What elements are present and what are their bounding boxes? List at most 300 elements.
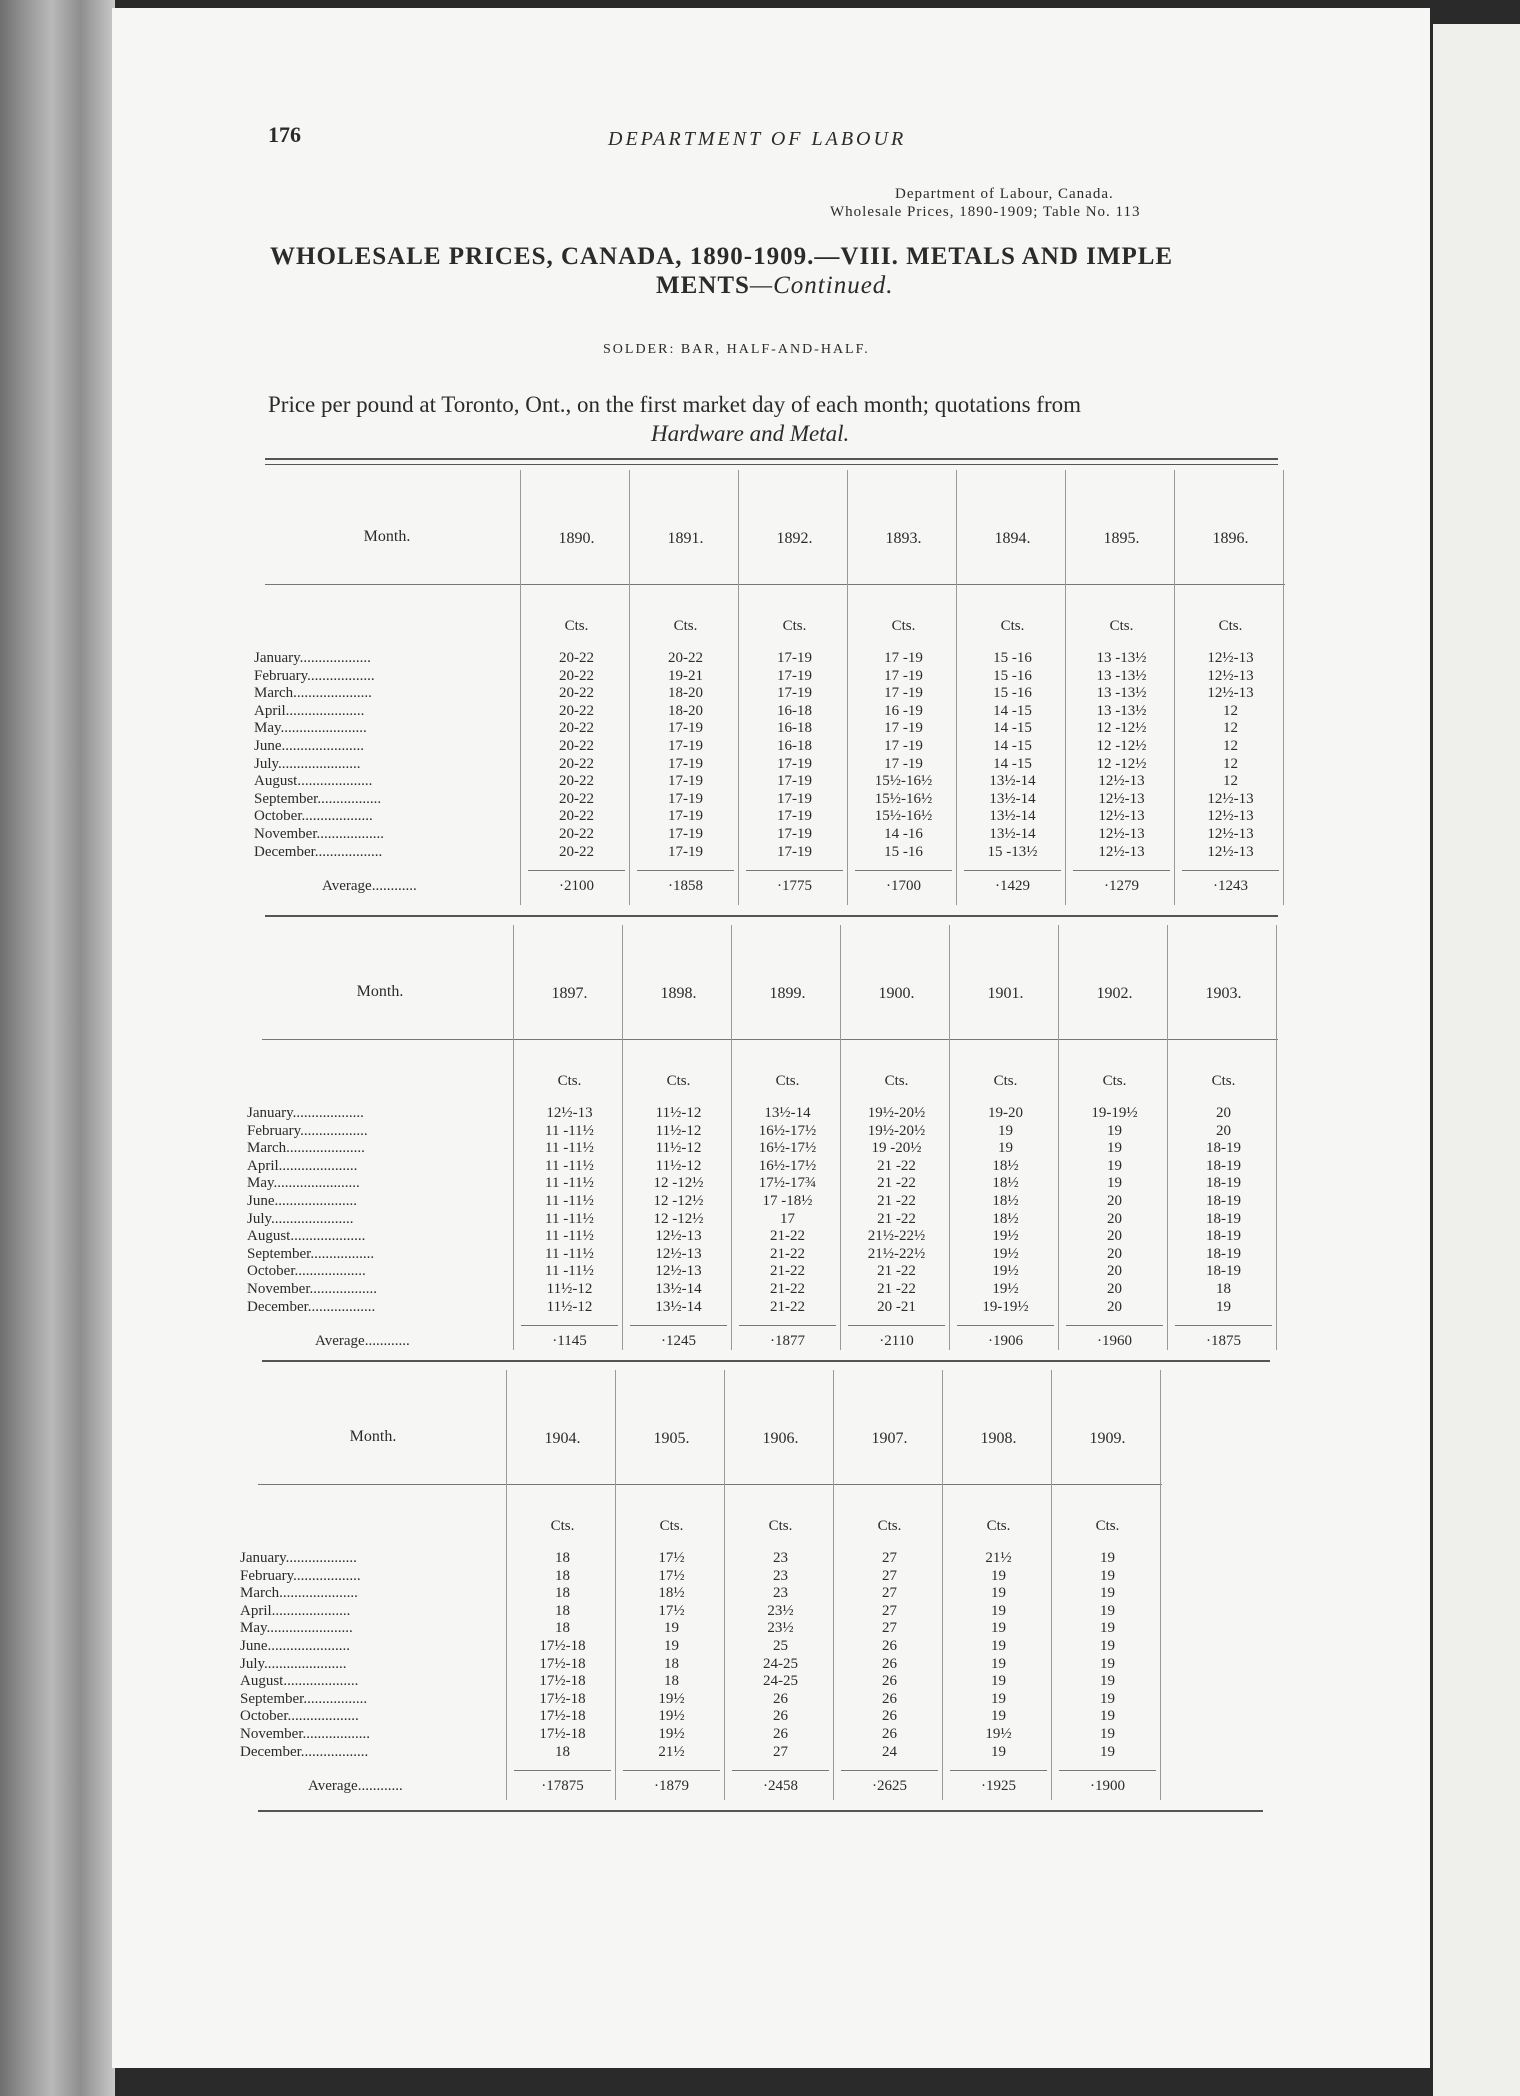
price-cell: 17-19 [668,843,703,860]
price-cell: 12½-13 [1207,667,1254,684]
price-cell: 19 [664,1620,679,1637]
price-cell: 12 [1223,702,1238,719]
average-rule [1073,870,1170,871]
price-column-1893 [849,650,958,861]
price-cell: 24-25 [763,1655,798,1672]
price-cell: 16½-17½ [758,1157,817,1174]
price-column-1890 [522,650,631,861]
month-label-february: February.................. [240,1567,361,1584]
price-cell: 18 [555,1550,570,1566]
price-cell: 11 -11½ [545,1263,594,1280]
price-cell: 20-22 [559,720,594,737]
price-column-1899 [733,1105,842,1316]
average-value-1904: ·17875 [541,1778,584,1794]
price-cell: 20 [1107,1263,1122,1280]
month-label-december: December.................. [247,1298,376,1315]
year-header-1906: 1906. [762,1430,799,1447]
price-cell: 12½-13 [655,1245,702,1262]
average-value-1906: ·2458 [763,1778,798,1794]
price-cell: 21½-22½ [867,1228,926,1245]
average-value-1896: ·1243 [1213,878,1248,894]
price-cell: 12½-13 [1207,685,1254,702]
price-cell: 11 -11½ [545,1175,594,1192]
average-rule [848,1325,945,1326]
page-number: 176 [268,122,301,147]
month-label-february: February.................. [254,667,375,684]
price-cell: 21-22 [770,1280,805,1297]
price-cell: 17-19 [777,685,812,702]
price-cell: 15½-16½ [874,790,933,807]
average-value-1903: ·1875 [1206,1333,1241,1349]
price-cell: 12½-13 [1098,825,1145,842]
price-cell: 18½ [658,1585,685,1602]
average-value-1898: ·1245 [661,1333,696,1349]
year-header-1902: 1902. [1096,985,1133,1002]
price-cell: 18-19 [1206,1157,1241,1174]
price-cell: 20 -21 [877,1298,916,1315]
unit-label: Cts. [1109,618,1134,634]
price-cell: 26 [882,1725,897,1742]
price-cell: 11½-12 [546,1298,593,1315]
price-cell: 17-19 [777,755,812,772]
price-cell: 17½-18 [539,1655,586,1672]
price-cell: 21 -22 [877,1263,916,1280]
unit-label: Cts. [1000,618,1025,634]
price-cell: 19 [998,1122,1013,1139]
price-cell: 15 -16 [993,667,1032,684]
price-cell: 17-19 [777,790,812,807]
average-rule [746,870,843,871]
month-label-august: August.................... [254,773,373,790]
price-cell: 19 [991,1690,1006,1707]
average-rule [957,1325,1054,1326]
price-column-1900 [842,1105,951,1316]
price-cell: 16½-17½ [758,1122,817,1139]
month-label-march: March..................... [254,685,372,702]
header-rule [265,584,1285,585]
price-cell: 19-19½ [982,1298,1029,1315]
title-continued: —Continued. [749,272,894,299]
price-cell: 18-19 [1206,1175,1241,1192]
average-value-1900: ·2110 [879,1333,914,1349]
price-cell: 20-22 [559,755,594,772]
table-title-line-2 [656,272,894,300]
price-cell: 15 -16 [993,685,1032,702]
average-rule [1175,1325,1272,1326]
price-cell: 13 -13½ [1096,685,1147,702]
average-rule [623,1770,720,1771]
price-cell: 12½-13 [1207,825,1254,842]
price-cell: 23 [773,1550,788,1566]
price-column-1907 [835,1550,944,1761]
month-column-header: Month. [349,1428,397,1445]
unit-label: Cts. [877,1518,902,1534]
price-cell: 27 [882,1602,897,1619]
price-cell: 17 -19 [884,737,923,754]
price-cell: 17 [780,1210,795,1227]
month-column-header: Month. [363,528,411,545]
price-cell: 12 -12½ [653,1175,704,1192]
average-value-1890: ·2100 [559,878,594,894]
price-cell: 11½-12 [655,1140,702,1157]
average-value-1901: ·1906 [988,1333,1023,1349]
price-cell: 11½-12 [546,1280,593,1297]
top-double-rule-second [265,464,1278,465]
month-label-january: January................... [240,1550,357,1566]
price-cell: 21½ [985,1550,1012,1566]
price-cell: 17-19 [668,737,703,754]
year-header-1907: 1907. [871,1430,908,1447]
month-label-june: June...................... [240,1637,350,1654]
column-divider [956,470,957,905]
price-column-1902 [1060,1105,1169,1316]
average-value-1893: ·1700 [886,878,921,894]
year-header-1901: 1901. [987,985,1024,1002]
price-cell: 18 [1216,1280,1231,1297]
column-divider [731,925,732,1350]
average-value-1891: ·1858 [668,878,703,894]
price-cell: 21½-22½ [867,1245,926,1262]
average-rule [637,870,734,871]
price-cell: 11 -11½ [545,1245,594,1262]
price-cell: 12½-13 [1207,843,1254,860]
price-column-1895 [1067,650,1176,861]
source-line-1: Department of Labour, Canada. [895,186,1114,202]
price-cell: 19 [1100,1743,1115,1760]
price-cell: 20 [1107,1228,1122,1245]
average-value-1899: ·1877 [770,1333,805,1349]
price-cell: 19 [1100,1620,1115,1637]
price-cell: 23 [773,1585,788,1602]
month-label-july: July...................... [247,1210,354,1227]
column-divider [1065,470,1066,905]
month-label-may: May....................... [247,1175,360,1192]
year-header-1894: 1894. [994,530,1031,547]
price-cell: 18 [555,1602,570,1619]
average-value-1905: ·1879 [654,1778,689,1794]
price-cell: 26 [773,1725,788,1742]
year-header-1903: 1903. [1205,985,1242,1002]
price-column-1897 [515,1105,624,1316]
column-divider [1174,470,1175,905]
average-value-1894: ·1429 [995,878,1030,894]
column-divider [840,925,841,1350]
header-rule [262,1039,1278,1040]
price-cell: 11½-12 [655,1157,702,1174]
price-cell: 17 -19 [884,720,923,737]
average-value-1907: ·2625 [872,1778,907,1794]
table-title-line-1: WHOLESALE PRICES, CANADA, 1890-1909.—VIII. METALS AND IMPLE [270,243,1174,270]
price-cell: 12 [1223,755,1238,772]
top-double-rule [265,458,1278,460]
unit-label: Cts. [659,1518,684,1534]
month-label-june: June...................... [247,1192,357,1209]
price-cell: 12 -12½ [1096,737,1147,754]
price-cell: 13½-14 [764,1105,811,1121]
source-line-2: Wholesale Prices, 1890-1909; Table No. 113 [830,204,1141,220]
price-cell: 17-19 [668,790,703,807]
price-cell: 12½-13 [655,1228,702,1245]
month-label-december: December.................. [254,843,383,860]
month-label-november: November.................. [240,1725,370,1742]
month-label-december: December.................. [240,1743,369,1760]
unit-label: Cts. [673,618,698,634]
price-cell: 17½ [658,1602,685,1619]
year-header-1891: 1891. [667,530,704,547]
price-column-1896 [1176,650,1285,861]
price-column-1894 [958,650,1067,861]
price-cell: 19 [998,1140,1013,1157]
price-cell: 18-19 [1206,1228,1241,1245]
price-cell: 26 [882,1690,897,1707]
price-cell: 20-22 [559,737,594,754]
price-cell: 13 -13½ [1096,702,1147,719]
average-value-1892: ·1775 [777,878,812,894]
price-cell: 14 -15 [993,755,1032,772]
month-label-september: September................. [254,790,382,807]
price-cell: 17-19 [668,755,703,772]
price-cell: 19 [1100,1725,1115,1742]
month-label-may: May....................... [240,1620,353,1637]
month-label-august: August.................... [240,1673,359,1690]
price-cell: 19 [991,1602,1006,1619]
price-column-1904 [508,1550,617,1761]
price-cell: 17½-18 [539,1690,586,1707]
price-cell: 23½ [767,1602,794,1619]
average-label: Average............ [308,1778,403,1794]
price-cell: 18 [664,1655,679,1672]
month-label-june: June...................... [254,737,364,754]
price-cell: 19 [1100,1637,1115,1654]
price-cell: 13 -13½ [1096,650,1147,666]
price-cell: 12½-13 [1207,650,1254,666]
price-cell: 17-19 [668,720,703,737]
month-label-november: November.................. [247,1280,377,1297]
price-cell: 12 -12½ [1096,720,1147,737]
description-line-1: Price per pound at Toronto, Ont., on the first market day of each month; quotations from [268,392,1082,417]
month-label-july: July...................... [254,755,361,772]
average-value-1902: ·1960 [1097,1333,1132,1349]
price-cell: 19 [1100,1602,1115,1619]
price-cell: 19 [991,1637,1006,1654]
price-cell: 17½ [658,1567,685,1584]
price-cell: 15 -16 [993,650,1032,666]
unit-label: Cts. [782,618,807,634]
price-cell: 19 [1107,1122,1122,1139]
price-cell: 11½-12 [655,1122,702,1139]
price-cell: 17½ [658,1550,685,1566]
column-divider [506,1370,507,1800]
year-header-1904: 1904. [544,1430,581,1447]
price-cell: 18-20 [668,702,703,719]
unit-label: Cts. [1102,1073,1127,1089]
price-cell: 17-19 [668,808,703,825]
average-value-1909: ·1900 [1090,1778,1125,1794]
column-divider [847,470,848,905]
price-cell: 26 [882,1637,897,1654]
price-cell: 19 [1107,1175,1122,1192]
unit-label: Cts. [768,1518,793,1534]
price-cell: 18-19 [1206,1263,1241,1280]
price-cell: 27 [773,1743,788,1760]
unit-label: Cts. [884,1073,909,1089]
price-cell: 20 [1107,1192,1122,1209]
header-rule [258,1484,1162,1485]
price-cell: 26 [882,1673,897,1690]
average-rule [528,870,625,871]
column-divider [1058,925,1059,1350]
price-cell: 17 -19 [884,685,923,702]
month-label-february: February.................. [247,1122,368,1139]
price-cell: 17-19 [777,773,812,790]
column-divider [1283,470,1284,905]
column-divider [833,1370,834,1800]
price-cell: 19 -20½ [871,1140,922,1157]
price-cell: 18-20 [668,685,703,702]
price-cell: 20 [1107,1210,1122,1227]
price-cell: 11 -11½ [545,1122,594,1139]
price-cell: 19½ [992,1280,1019,1297]
price-cell: 19 [1100,1655,1115,1672]
price-cell: 12 [1223,773,1238,790]
price-cell: 17 -19 [884,650,923,666]
unit-label: Cts. [666,1073,691,1089]
price-cell: 19 [1107,1157,1122,1174]
average-rule [1182,870,1279,871]
price-cell: 17-19 [777,843,812,860]
price-cell: 20 [1107,1280,1122,1297]
price-cell: 20-22 [559,685,594,702]
price-cell: 13½-14 [989,825,1036,842]
average-rule [841,1770,938,1771]
price-cell: 19 [1100,1673,1115,1690]
price-cell: 13½-14 [655,1298,702,1315]
price-cell: 20-22 [559,843,594,860]
price-cell: 20 [1107,1245,1122,1262]
commodity-subheading: SOLDER: BAR, HALF-AND-HALF. [603,342,870,357]
price-cell: 20 [1216,1122,1231,1139]
average-rule [855,870,952,871]
price-cell: 13½-14 [989,773,1036,790]
price-cell: 15 -16 [884,843,923,860]
year-header-1897: 1897. [551,985,588,1002]
price-column-1901 [951,1105,1060,1316]
average-rule [739,1325,836,1326]
year-header-1908: 1908. [980,1430,1017,1447]
unit-label: Cts. [775,1073,800,1089]
price-cell: 15½-16½ [874,808,933,825]
price-cell: 19 [1216,1298,1231,1315]
price-cell: 14 -15 [993,720,1032,737]
month-label-march: March..................... [240,1585,358,1602]
price-cell: 20 [1216,1105,1231,1121]
price-cell: 20-22 [559,808,594,825]
month-column-header: Month. [356,983,404,1000]
price-cell: 21 -22 [877,1192,916,1209]
price-cell: 27 [882,1620,897,1637]
month-label-september: September................. [240,1690,368,1707]
price-cell: 12 [1223,737,1238,754]
price-cell: 21-22 [770,1245,805,1262]
price-cell: 13½-14 [989,790,1036,807]
price-cell: 18½ [992,1175,1019,1192]
price-cell: 17-19 [777,808,812,825]
average-rule [964,870,1061,871]
price-cell: 17½-17¾ [758,1175,817,1192]
unit-label: Cts. [564,618,589,634]
price-cell: 19 [664,1637,679,1654]
month-label-october: October................... [254,808,373,825]
price-cell: 17½-18 [539,1637,586,1654]
price-cell: 18 [555,1743,570,1760]
column-divider [513,925,514,1350]
price-cell: 19 [991,1585,1006,1602]
price-cell: 19 [991,1655,1006,1672]
price-cell: 19½-20½ [867,1122,926,1139]
price-cell: 17 -19 [884,667,923,684]
price-cell: 19½ [992,1245,1019,1262]
unit-label: Cts. [557,1073,582,1089]
book-binding-edge [0,0,115,2096]
price-column-1898 [624,1105,733,1316]
year-header-1900: 1900. [878,985,915,1002]
year-header-1898: 1898. [660,985,697,1002]
table-bottom-rule [262,1360,1270,1362]
price-cell: 17-19 [777,825,812,842]
month-label-january: January................... [254,650,371,666]
running-head: DEPARTMENT OF LABOUR [608,128,907,150]
price-cell: 17-19 [777,667,812,684]
average-rule [630,1325,727,1326]
price-cell: 19 [991,1743,1006,1760]
price-cell: 12½-13 [1098,843,1145,860]
price-cell: 19 [1100,1585,1115,1602]
average-value-1908: ·1925 [981,1778,1016,1794]
price-cell: 21 -22 [877,1210,916,1227]
price-column-1909 [1053,1550,1162,1761]
price-cell: 21 -22 [877,1175,916,1192]
year-header-1909: 1909. [1089,1430,1126,1447]
price-cell: 19 [1100,1550,1115,1566]
column-divider [629,470,630,905]
price-cell: 18½ [992,1210,1019,1227]
price-cell: 19½ [658,1708,685,1725]
price-cell: 17-19 [668,773,703,790]
column-divider [520,470,521,905]
price-column-1903 [1169,1105,1278,1316]
month-label-may: May....................... [254,720,367,737]
price-cell: 19 [991,1620,1006,1637]
price-cell: 21½ [658,1743,685,1760]
year-header-1892: 1892. [776,530,813,547]
price-cell: 20-22 [559,650,594,666]
price-cell: 11 -11½ [545,1210,594,1227]
month-labels [247,1105,497,1316]
price-cell: 16-18 [777,702,812,719]
price-cell: 20-22 [668,650,703,666]
price-cell: 12½-13 [546,1105,593,1121]
month-label-march: March..................... [247,1140,365,1157]
price-cell: 19 [991,1673,1006,1690]
column-divider [1051,1370,1052,1800]
price-cell: 11½-12 [655,1105,702,1121]
price-cell: 21 -22 [877,1280,916,1297]
price-cell: 12 -12½ [1096,755,1147,772]
price-cell: 16 -19 [884,702,923,719]
year-header-1893: 1893. [885,530,922,547]
price-cell: 18-19 [1206,1140,1241,1157]
month-label-july: July...................... [240,1655,347,1672]
